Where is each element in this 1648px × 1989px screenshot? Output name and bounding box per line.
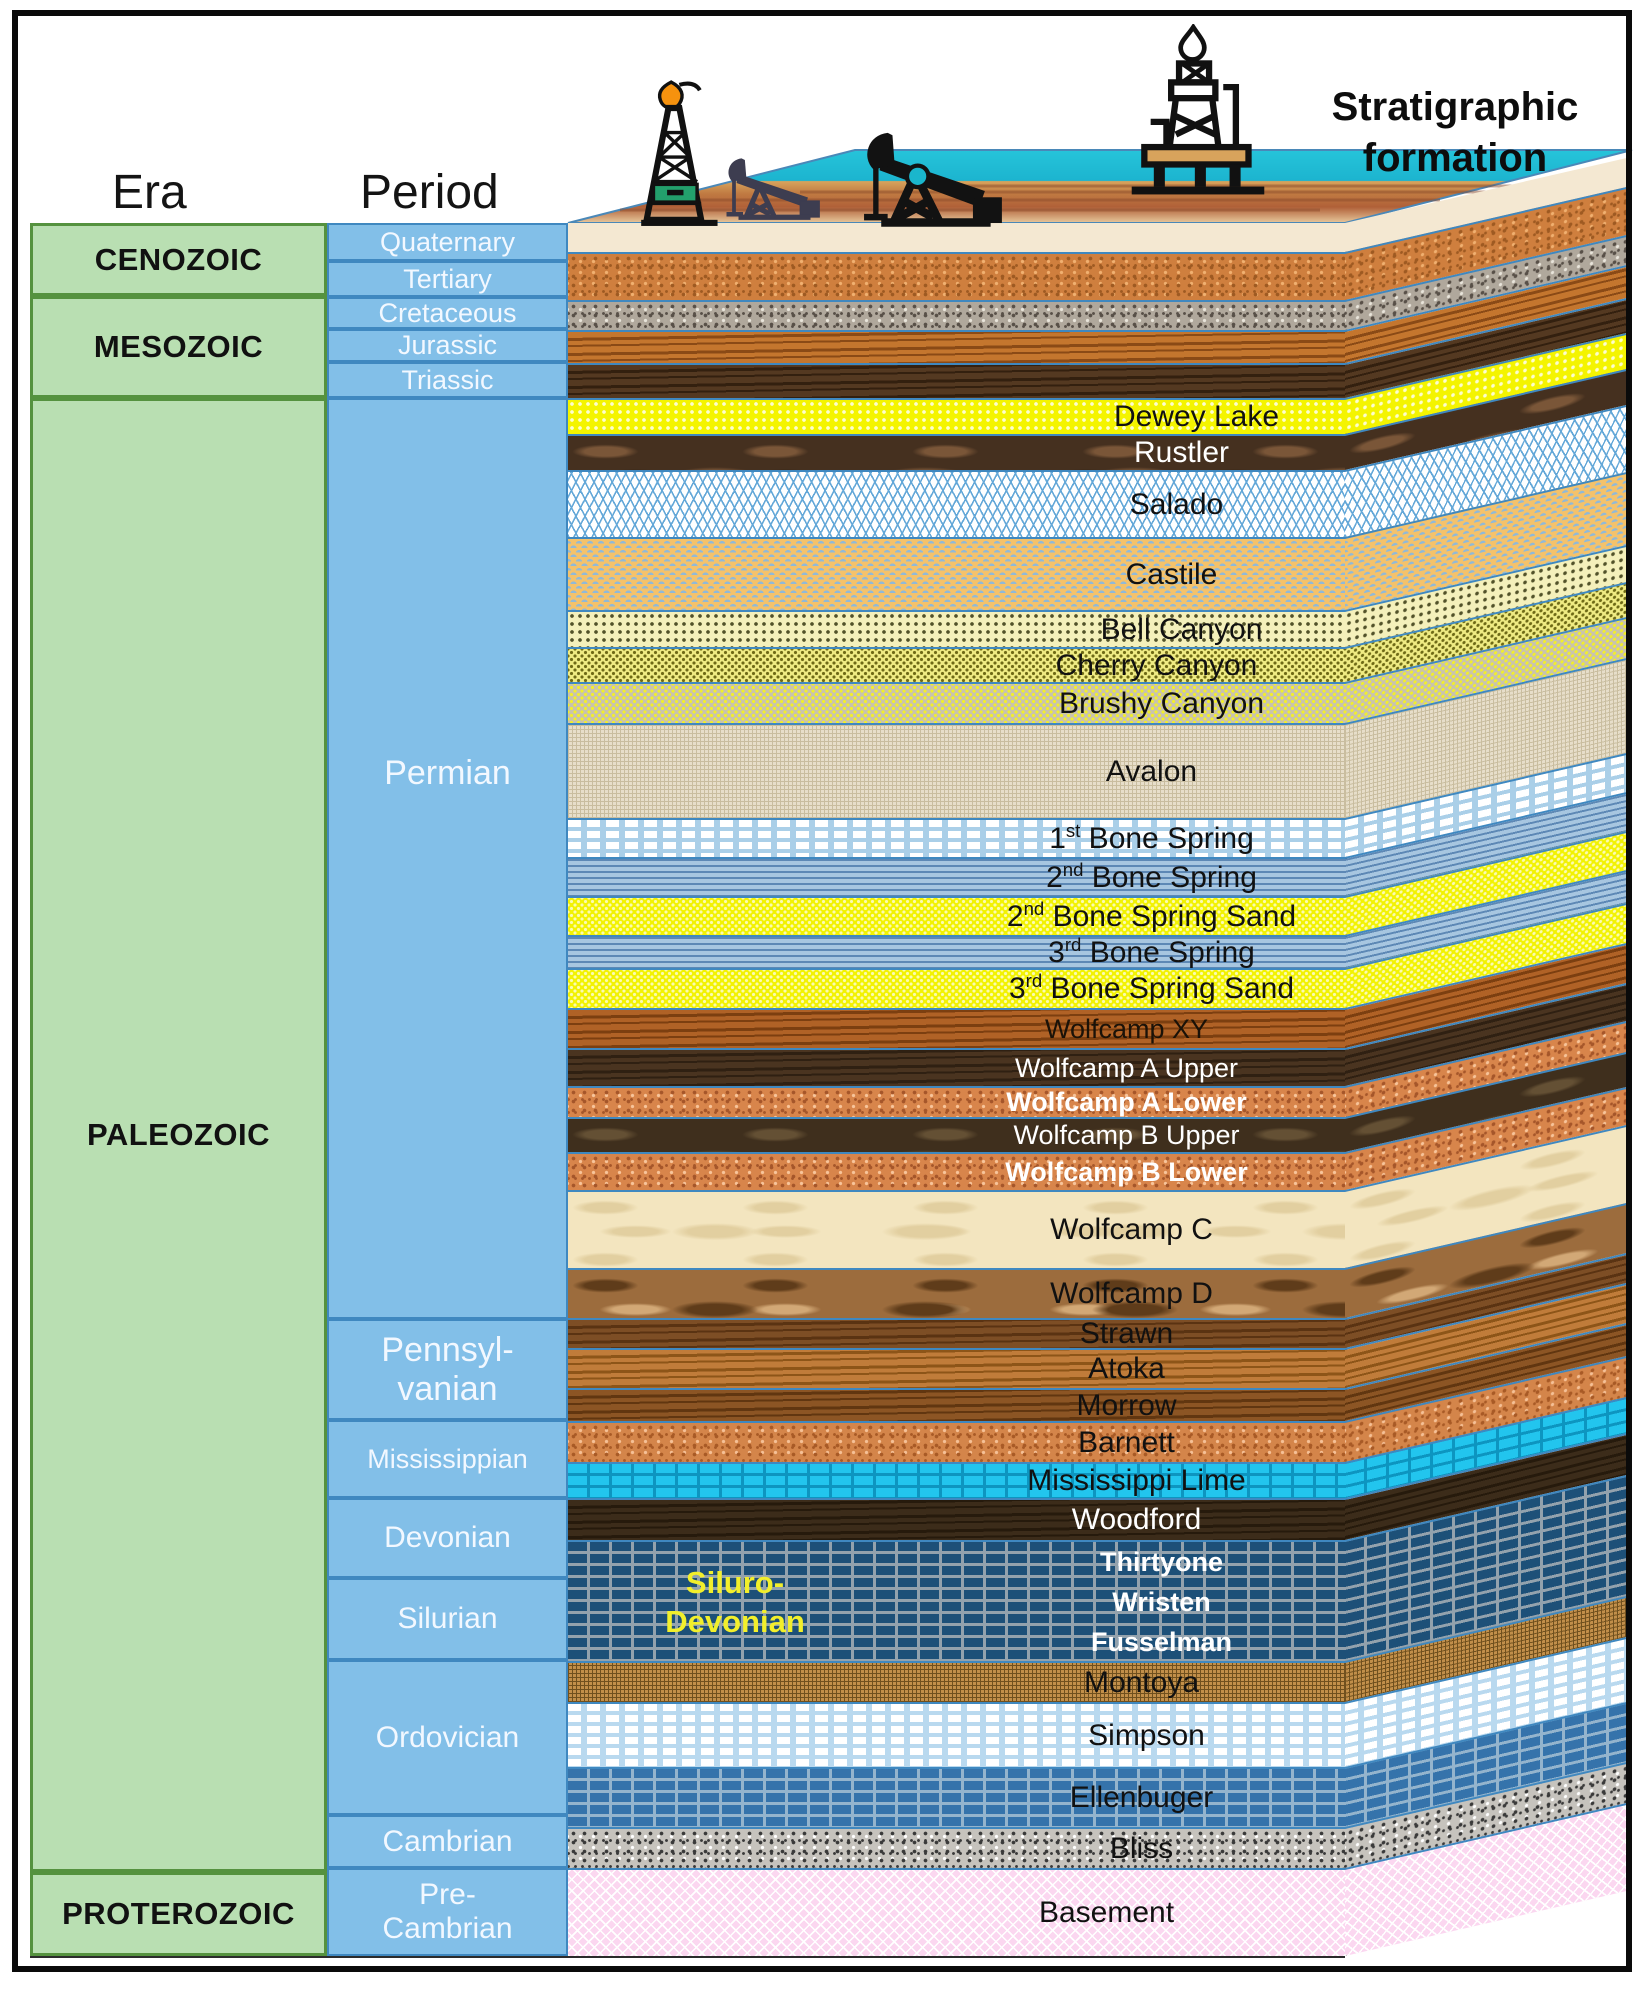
layer-montoya [568,1661,1345,1702]
period-label-line: Devonian [384,1521,511,1555]
layer-wolfcamp-d [568,1268,1345,1318]
layer-label-wrap [568,472,1345,537]
period-label [382,1878,512,1945]
layer-wolfcamp-b-upper [568,1117,1345,1152]
layer-sublabel-row [568,1623,1345,1663]
layer-label-wrap [568,539,1345,610]
era-mesozoic [30,296,327,398]
period-label [367,1444,528,1474]
pivot-bearing [907,166,928,187]
layer-label-wrap [568,1464,1345,1498]
period-label-line: Triassic [401,364,494,395]
layer-sublabel: Wristen [1112,1586,1211,1617]
stratigraphic-formation-title [1255,82,1648,184]
period-label [398,330,497,360]
layer-wolfcamp-c [568,1190,1345,1268]
layer-label: Wolfcamp A Upper [1014,1052,1239,1083]
layer-label: Ellenbuger [1069,1781,1214,1814]
flowline [1151,122,1167,147]
layer-label-wrap [568,1829,1345,1868]
period-label-line: Cambrian [382,1912,513,1945]
period-precambrian [327,1868,568,1956]
era-label: MESOZOIC [93,329,264,364]
drilling-rig-icon [1118,24,1278,226]
period-label-line: Pennsyl- [381,1331,514,1370]
layer-label: Dewey Lake [1113,400,1280,433]
layer-label-wrap [568,1500,1345,1540]
layer-bone-spring-2 [568,857,1345,896]
derrick-doghouse-door [667,190,683,195]
layer-label-wrap [568,1317,1345,1350]
label-pre: 1 [1049,821,1066,855]
period-label [403,264,492,294]
period-ordovician [327,1660,568,1815]
period-label-line: Tertiary [403,263,492,294]
layer-label: Brushy Canyon [1058,686,1265,720]
era-label: CENOZOIC [94,241,263,277]
layer-label-wrap [568,1769,1345,1827]
layer-salado [568,470,1345,537]
stratigraphy-side-face [1345,157,1632,1956]
layer-label-wrap [568,1423,1345,1462]
period-devonian [327,1498,568,1578]
layer-label-wrap [568,649,1345,682]
period-label-line: Silurian [397,1602,498,1636]
period-label [384,754,511,792]
layer-label: Bliss [1109,1831,1174,1865]
layer-label [1046,858,1257,895]
rig-leg [1154,164,1165,186]
layer-label-wrap [568,1154,1345,1190]
layer-label-wrap [568,1270,1345,1318]
period-label [402,365,494,395]
layer-label: Wolfcamp B Upper [1013,1120,1240,1150]
layer-label [1009,972,1294,1006]
era-proterozoic [30,1872,327,1956]
layer-simpson [568,1702,1345,1767]
rig-leg [1230,164,1241,186]
period-triassic [327,362,568,398]
layer-avalon [568,723,1345,818]
layer-label-wrap [568,1119,1345,1152]
layer-bliss [568,1827,1345,1868]
layer-bell-canyon [568,610,1345,647]
label-superscript: st [1065,819,1081,841]
stratigraphic-formation-title-line2: formation [1362,136,1548,181]
period-label-line: Mississippian [367,1443,528,1474]
layer-barnett [568,1421,1345,1462]
label-pre: 3 [1008,972,1026,1005]
layer-label-wrap [568,859,1345,896]
label-superscript: nd [1062,858,1084,880]
layer-label: Simpson [1088,1718,1205,1752]
layer-label: Morrow [1076,1388,1177,1422]
layer-sublabel: Thirtyone [1099,1546,1223,1577]
layer-label: Salado [1129,487,1224,521]
layer-label: Wolfcamp XY [1044,1013,1209,1044]
layer-label [1048,933,1255,970]
era-paleozoic [30,398,327,1872]
period-label [397,1602,497,1636]
layer-label: Cherry Canyon [1055,648,1258,682]
layer-label-wrap [568,436,1345,470]
period-label-line: Cretaceous [378,297,517,328]
layer-label-wrap [568,1663,1345,1702]
layer-label-wrap [568,1704,1345,1767]
layer-bone-spring-1 [568,818,1345,857]
period-label-line: Permian [384,754,511,793]
layer-label-wrap [568,400,1345,434]
layer-label-wrap [568,820,1345,857]
layer-woodford [568,1498,1345,1540]
layer-tertiary-gravel [568,300,1345,330]
period-label [381,1331,513,1407]
label-superscript: rd [1064,933,1082,955]
period-label [378,298,516,328]
layer-bone-spring-3-sand [568,968,1345,1008]
period-silurian [327,1578,568,1660]
substructure [1144,147,1248,164]
layer-label-wrap [568,1350,1345,1388]
rig-base [1132,187,1265,195]
label-post: Bone Spring Sand [1044,899,1297,933]
label-post: Bone Spring [1083,860,1257,894]
oil-drop-icon [1181,27,1205,59]
layer-cherry-canyon [568,647,1345,682]
flame-swoosh [679,84,699,91]
era-column-header: Era [112,166,187,219]
layer-label [1006,897,1297,934]
monkey-board [1171,82,1215,98]
pump-jack-icon [842,112,1032,230]
layer-label: Atoka [1088,1352,1165,1385]
diagram-bottom-edge [30,1956,1345,1958]
siluro-label-line2: Devonian [665,1603,805,1639]
period-column-header: Period [360,166,499,219]
period-label-line: Cambrian [382,1824,513,1858]
layer-morrow [568,1388,1345,1421]
layer-strawn [568,1318,1345,1348]
layer-ellenbuger [568,1767,1345,1827]
horsehead [729,159,746,182]
layer-dewey-lake [568,398,1345,434]
mast-lattice [1170,98,1219,147]
layer-triassic-bed [568,363,1345,398]
period-cretaceous [327,297,568,329]
period-quaternary [327,223,568,261]
oil-derrick-icon [628,78,728,228]
period-mississippian [327,1420,568,1498]
pump-jack-icon [716,138,836,226]
layer-bone-spring-2-sand [568,896,1345,935]
period-pennsylvanian [327,1319,568,1420]
layer-cretaceous-bed [568,330,1345,363]
layer-label-wrap [568,1088,1345,1117]
layer-label: Montoya [1083,1665,1200,1699]
layer-mississippi-lime [568,1462,1345,1498]
era-cenozoic [30,223,327,296]
layer-wolfcamp-b-lower [568,1152,1345,1190]
period-label-line: Pre- [419,1878,476,1912]
period-label [376,1721,519,1755]
layer-wolfcamp-xy [568,1008,1345,1048]
layer-label [1049,819,1254,856]
stratigraphy-front-face [568,223,1347,1956]
layer-label: Strawn [1079,1317,1174,1350]
derrick-base [641,220,717,226]
layer-label: Rustler [1133,436,1230,469]
layer-wolfcamp-a-upper [568,1048,1345,1086]
period-label-line: vanian [397,1369,498,1408]
layer-label-wrap [568,725,1345,818]
layer-castile [568,537,1345,610]
period-tertiary [327,261,568,297]
layer-label: Castile [1125,557,1218,591]
period-jurassic [327,329,568,362]
walking-beam [737,175,808,207]
layer-atoka [568,1348,1345,1388]
layer-label-wrap [568,1010,1345,1048]
layer-wolfcamp-a-lower [568,1086,1345,1117]
layer-label: Woodford [1071,1503,1202,1536]
layer-sublabel-row [568,1542,1345,1582]
layer-label: Wolfcamp B Lower [1005,1156,1248,1187]
layer-label-wrap [568,933,1345,969]
layer-label-wrap [568,1192,1345,1268]
layer-label: Mississippi Lime [1027,1464,1246,1497]
layer-brushy-canyon [568,682,1345,723]
layer-label: Wolfcamp D [1050,1277,1213,1310]
label-pre: 2 [1006,899,1024,933]
period-label [382,1825,512,1859]
layer-label: Wolfcamp C [1050,1213,1213,1246]
layer-label: Bell Canyon [1100,612,1263,646]
layer-sublabel: Fusselman [1090,1627,1233,1658]
era-label: PROTEROZOIC [62,1896,295,1931]
layer-label-wrap [568,684,1345,723]
layer-quaternary-gravel [568,252,1345,300]
label-post: Bone Spring [1080,821,1254,855]
stratigraphic-formation-title-line1: Stratigraphic [1331,85,1579,129]
layer-label: Barnett [1078,1425,1175,1459]
period-label-line: Quaternary [379,226,516,257]
layer-rustler [568,434,1345,470]
layer-label-wrap [568,612,1345,647]
layer-label-wrap [568,970,1345,1008]
period-label [380,227,515,257]
period-label-line: Ordovician [375,1720,520,1754]
rig-leg [1195,164,1206,186]
layer-sublabel-row [568,1582,1345,1622]
label-post: Bone Spring Sand [1042,972,1295,1005]
layer-label: Wolfcamp A Lower [1006,1087,1247,1117]
label-pre: 2 [1046,860,1063,894]
period-label-line: Jurassic [397,330,498,361]
label-post: Bone Spring [1081,935,1255,969]
layer-label-wrap [568,1870,1345,1956]
label-superscript: nd [1023,897,1045,919]
siluro-label-line1: Siluro- [685,1564,785,1600]
period-permian [327,398,568,1319]
layer-basement [568,1868,1345,1956]
label-pre: 3 [1048,935,1065,969]
layer-bone-spring-3 [568,935,1345,968]
layer-label: Basement [1038,1896,1175,1929]
layer-siluro-devonian-group [568,1540,1345,1661]
period-cambrian [327,1815,568,1868]
label-superscript: rd [1025,970,1043,991]
layer-label-wrap [568,898,1345,935]
layer-label-wrap [568,1390,1345,1421]
layer-label: Avalon [1105,754,1198,788]
horsehead [868,133,894,168]
era-label: PALEOZOIC [86,1117,271,1152]
layer-label-wrap [568,1050,1345,1086]
period-label [384,1521,511,1555]
flame-icon [660,82,683,108]
